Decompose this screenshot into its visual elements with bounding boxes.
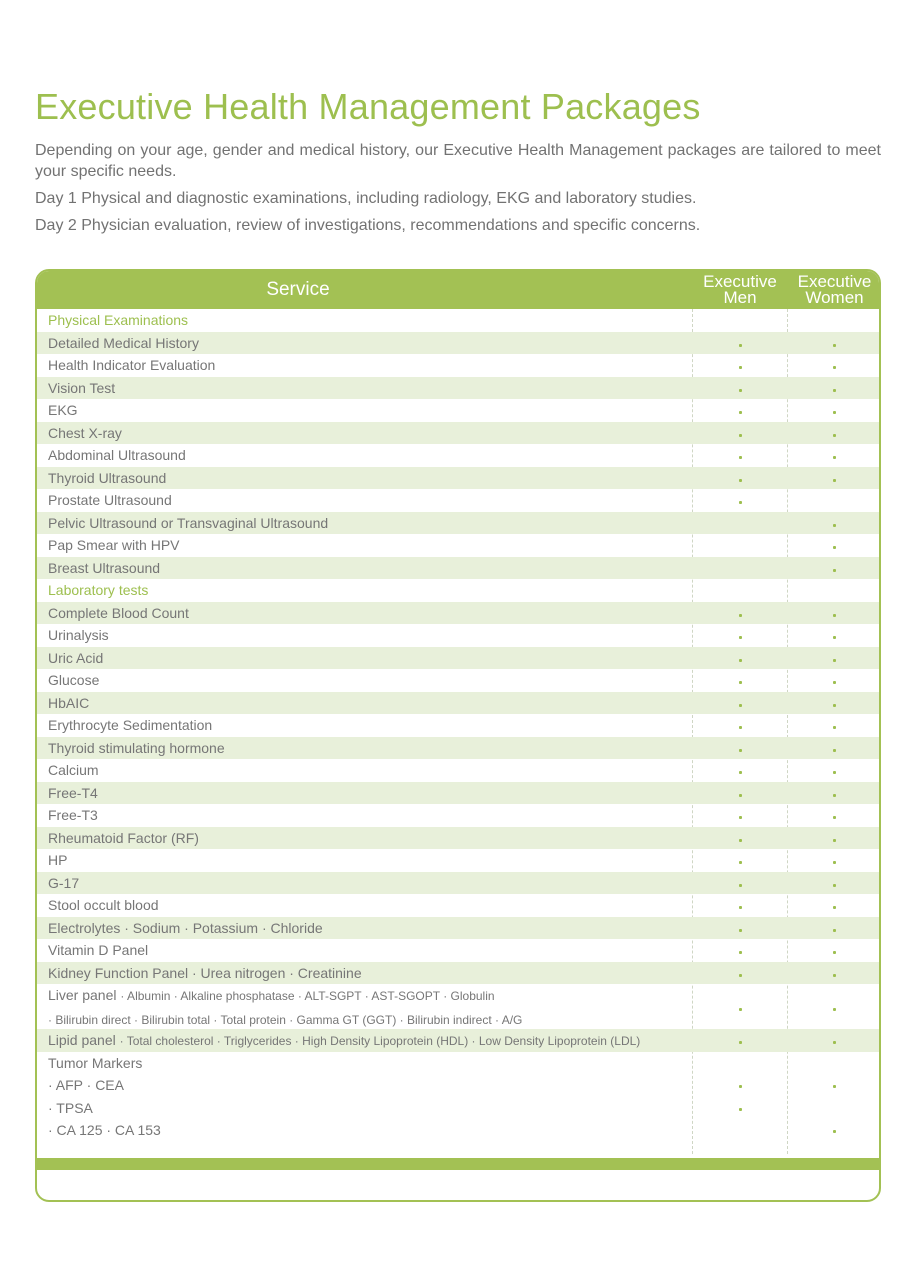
service-name [48,470,166,486]
women-check-icon [833,749,836,752]
men-check-icon [739,839,742,842]
men-check-icon [739,366,742,369]
table-row [37,512,879,535]
table-header [37,271,879,309]
service-detail: · Bilirubin direct · Bilirubin total · Total protein · Gamma GT (GGT) · Bilirubin indirect · A/G [48,1012,523,1027]
service-detail: · Total cholesterol · Triglycerides · High Density Lipoprotein (HDL) · Low Density Lipoprotein (LDL) [119,1034,641,1048]
service-name [48,650,103,666]
table-footer-bar [37,1158,879,1170]
service-name [48,852,67,868]
service-name [48,1032,640,1048]
service-name [48,537,180,553]
service-label: Stool occult blood [48,897,159,913]
women-check-icon [833,456,836,459]
service-name [48,920,323,936]
men-check-icon [739,659,742,662]
tumor-marker-line: · TPSA [48,1099,93,1116]
service-name [48,582,148,598]
table-row [37,1029,879,1052]
service-label: Abdominal Ultrasound [48,447,186,463]
men-check-icon [739,681,742,684]
table-row [37,1052,879,1150]
service-label: EKG [48,402,78,418]
service-name [48,515,328,531]
women-check-icon [833,771,836,774]
section-heading-row [37,579,879,602]
service-name [48,695,89,711]
service-label: Pelvic Ultrasound or Transvaginal Ultrasound [48,514,329,531]
men-check-icon [739,479,742,482]
table-row [37,647,879,670]
women-check-icon [833,479,836,482]
men-check-icon [739,1108,742,1111]
table-row [37,557,879,580]
men-check-icon [739,794,742,797]
service-label: Tumor Markers [48,1054,143,1071]
service-name [48,965,362,981]
women-check-icon [833,974,836,977]
table-row [37,737,879,760]
service-label: Breast Ultrasound [48,559,161,576]
women-check-icon [833,614,836,617]
service-label: Free-T4 [48,784,98,801]
intro [35,140,881,242]
service-label: Complete Blood Count [48,604,189,621]
men-check-icon [739,434,742,437]
men-check-icon [739,344,742,347]
service-name [48,762,99,778]
service-name [48,785,98,801]
table-row [37,354,879,377]
women-check-icon [833,726,836,729]
men-check-icon [739,456,742,459]
men-check-icon [739,1008,742,1011]
service-name [48,672,99,688]
tumor-marker-line: · CA 125 · CA 153 [48,1122,161,1138]
table-row [37,467,879,490]
men-check-icon [739,636,742,639]
service-name [48,447,186,463]
service-name [48,942,148,958]
men-check-icon [739,816,742,819]
tumor-marker-line: · AFP · CEA [48,1077,124,1093]
service-label: Free-T3 [48,807,98,823]
table-row [37,849,879,872]
service-label: Chest X-ray [48,424,122,441]
service-name [48,335,199,351]
service-label: Rheumatoid Factor (RF) [48,829,199,846]
women-check-icon [833,951,836,954]
women-check-icon [833,569,836,572]
service-label: Detailed Medical History [48,334,199,351]
service-name [48,357,215,373]
service-label: G-17 [48,874,80,891]
service-label: Erythrocyte Sedimentation [48,717,213,733]
service-name [48,402,78,418]
men-check-icon [739,614,742,617]
women-check-icon [833,816,836,819]
service-name [48,380,115,396]
men-check-icon [739,726,742,729]
table-row [37,332,879,355]
table-row [37,759,879,782]
intro-paragraph: Depending on your age, gender and medical history, our Executive Health Management packages are tailored to meet your specific needs. [35,142,881,180]
service-name [48,560,160,576]
service-label: Vitamin D Panel [48,942,149,958]
women-check-icon [833,861,836,864]
table-row [37,669,879,692]
women-check-icon [833,681,836,684]
service-name [48,897,159,913]
service-detail: · Albumin · Alkaline phosphatase · ALT-SGPT · AST-SGOPT · Globulin [120,989,495,1003]
table-row [37,872,879,895]
service-name [48,807,98,823]
service-name [48,605,189,621]
table-body [37,309,879,1150]
men-check-icon [739,749,742,752]
women-check-icon [833,906,836,909]
men-check-icon [739,1085,742,1088]
women-check-icon [833,344,836,347]
table-row [37,917,879,940]
service-label: Prostate Ultrasound [48,492,172,508]
service-name [48,740,225,756]
men-check-icon [739,861,742,864]
women-check-icon [833,929,836,932]
header-executive-men: Executive Men [703,272,777,307]
men-check-icon [739,771,742,774]
service-label: Physical Examinations [48,312,189,328]
service-label: Liver panel [48,987,117,1003]
table-row [37,962,879,985]
women-check-icon [833,659,836,662]
table-row [37,399,879,422]
women-check-icon [833,366,836,369]
service-label: Glucose [48,672,100,688]
men-check-icon [739,906,742,909]
men-check-icon [739,974,742,977]
women-check-icon [833,434,836,437]
service-label: Thyroid Ultrasound [48,469,167,486]
service-detail: · Sodium · Potassium · Chloride [124,919,323,936]
table-row [37,692,879,715]
women-check-icon [833,884,836,887]
women-check-icon [833,411,836,414]
day2-description: Day 2 Physician evaluation, review of investigations, recommendations and specific concerns. [35,217,701,234]
service-name [48,492,172,508]
table-row [37,804,879,827]
table-row [37,489,879,512]
service-label: Electrolytes [48,919,121,936]
women-check-icon [833,704,836,707]
women-check-icon [833,1041,836,1044]
service-name [48,425,122,441]
table-row [37,714,879,737]
women-check-icon [833,839,836,842]
service-label: Lipid panel [48,1032,116,1048]
service-name [48,312,188,328]
service-name [48,717,212,733]
service-name [48,875,79,891]
women-check-icon [833,524,836,527]
women-check-icon [833,546,836,549]
men-check-icon [739,1041,742,1044]
table-row [37,377,879,400]
header-executive-women: Executive Women [797,272,872,307]
women-check-icon [833,1130,836,1133]
men-check-icon [739,929,742,932]
service-name [48,1052,161,1142]
table-row [37,444,879,467]
service-label: Uric Acid [48,649,104,666]
service-label: Urinalysis [48,627,109,643]
header-service: Service [266,279,330,300]
service-detail: · Urea nitrogen · Creatinine [191,964,362,981]
service-name [48,627,109,643]
men-check-icon [739,884,742,887]
service-label: Vision Test [48,379,116,396]
men-check-icon [739,501,742,504]
service-name [48,830,199,846]
women-check-icon [833,1008,836,1011]
men-check-icon [739,704,742,707]
packages-table [35,269,881,1202]
table-row [37,894,879,917]
women-check-icon [833,1085,836,1088]
day1-description: Day 1 Physical and diagnostic examinations, including radiology, EKG and laboratory studies. [35,190,697,207]
table-row [37,827,879,850]
service-label: Pap Smear with HPV [48,537,180,553]
table-row [37,782,879,805]
service-label: Calcium [48,762,99,778]
table-row [37,534,879,557]
table-row [37,984,879,1029]
table-row [37,624,879,647]
table-row [37,939,879,962]
men-check-icon [739,411,742,414]
table-row [37,602,879,625]
women-check-icon [833,636,836,639]
service-label: Health Indicator Evaluation [48,357,216,373]
service-label: HbAIC [48,694,90,711]
service-label: HP [48,852,68,868]
table-row [37,422,879,445]
section-heading-row [37,309,879,332]
service-label: Thyroid stimulating hormone [48,739,225,756]
page-title: Executive Health Management Packages [35,86,701,127]
service-label: Laboratory tests [48,582,149,598]
men-check-icon [739,951,742,954]
service-name [48,984,522,1031]
men-check-icon [739,389,742,392]
women-check-icon [833,389,836,392]
women-check-icon [833,794,836,797]
service-label: Kidney Function Panel [48,964,189,981]
